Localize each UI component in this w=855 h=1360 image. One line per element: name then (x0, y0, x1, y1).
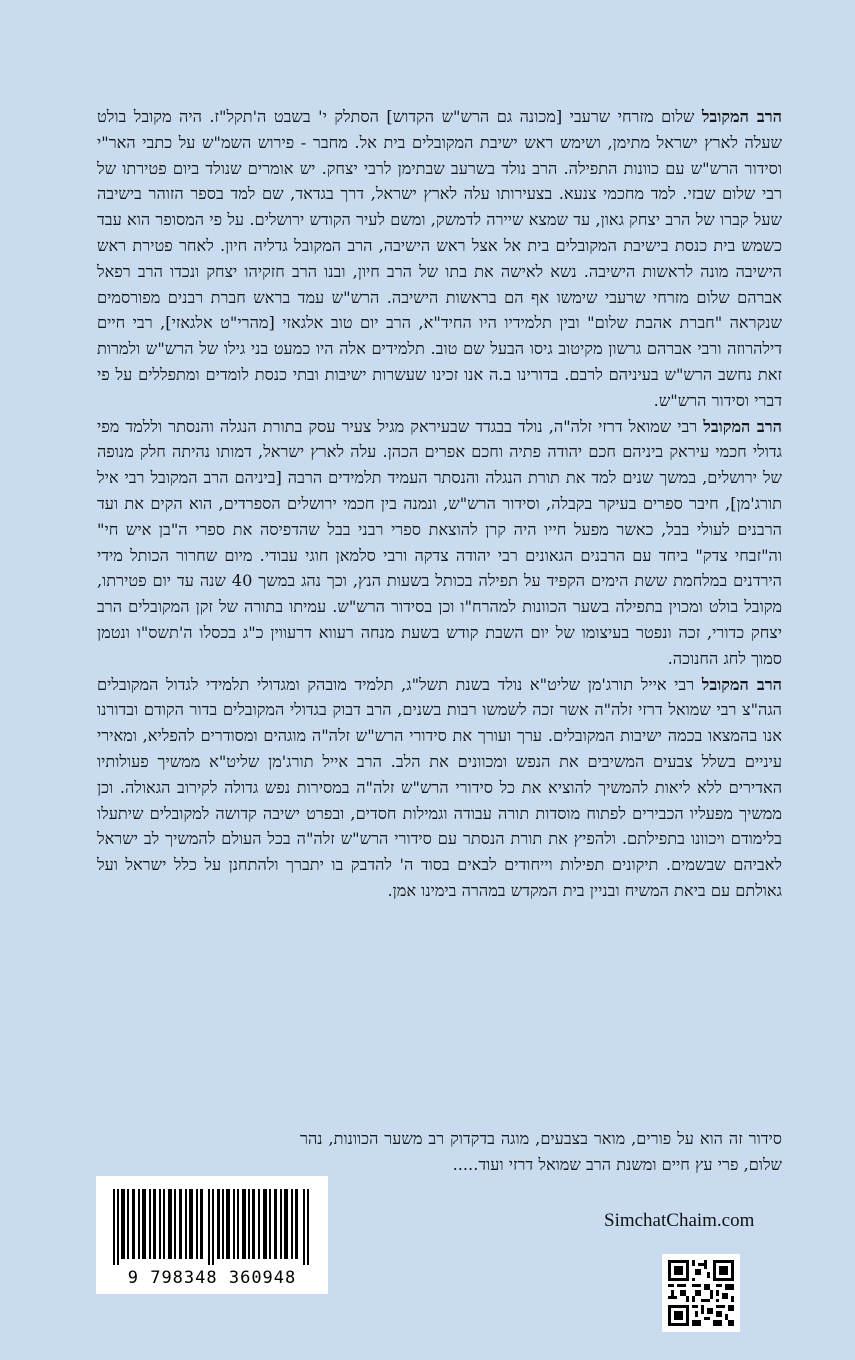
body-text (97, 104, 782, 904)
closing-text: סידור זה הוא על פורים, מואר בצבעים, מוגה בדקדוק רב משער הכוונות, נהר שלום, פרי עץ חיים ומשנת הרב שמואל דרזי ועוד..... (300, 1129, 782, 1174)
qr-code[interactable] (662, 1254, 740, 1332)
barcode-digits: 9 798348 360948 (127, 1268, 297, 1288)
paragraph-text: רבי שמואל דרזי זלה"ה, נולד בבגדד שבעיראק מגיל צעיר עסק בתורת הנגלה והנסתר וללמד מפי גדולי חכמי עיראק ביניהם חכם יהודה פתיה וחכם אפרים הכהן. עלה לארץ ישראל, דמותו נהיתה חלק מנופה של ירושלים, במשך שנים למד את תורת הנגלה והנסתר העמיד תלמידים הרבה [ביניהם הרב המקובל רבי איל תורג'מן], חיבר ספרים בעיקר בקבלה, וסידור הרש"ש, ונמנה בין חכמי ירושלים הספרדים, הוא הקים את ועד הרבנים לעולי בבל, כאשר מפעל חייו היה קרן להוצאת ספרי רבני בבל שהדפיסה את ספרי ה"בן איש חי" וה"זבחי צדק" ביחד עם הרבנים הגאונים רבי יהודה צדקה ורבי סלמאן חוגי עבודי. מיום שחרור הכותל מידי הירדנים במלחמת ששת הימים הקפיד על תפילה בכותל בשעות הנץ, וכך נהג במשך 40 שנה עד יום פטירתו, מקובל בולט ומכוין בתפילה בשער הכוונות למהרח"ו וכן בסידור הרש"ש. עמיתו בתורה של זקן המקובלים הרב יצחק כדורי, זכה ונפטר בעיצומו של יום השבת קודש בשעת מנחה רעווא דרעווין כ"ג בכסלו ה'תשס"ו ונטמן סמוך לחג החנוכה. (97, 416, 782, 668)
paragraph-text: שלום מזרחי שרעבי [מכונה גם הרש"ש הקדוש] הסתלק י' בשבט ה'תקל"ז. היה מקובל בולט שעלה לארץ ישראל מתימן, ושימש ראש ישיבת המקובלים בית אל. מחבר - פירוש השמ"ש על כתבי האר"י וסידור הרש"ש עם כוונות התפילה. הרב נולד בשרעב שבתימן לרבי יצחק. יש אומרים שנולד ביום פטירתו של רבי שלום שבזי. למד מחכמי צנעא. בצעירותו עלה לארץ ישראל, דרך בגדאד, שם למד בספר הזוהר בישיבה שעל קברו של הרב יצחק גאון, עד שמצא שיירה לדמשק, ומשם לעיר הקודש ירושלים. על פי המסופר הוא עבד כשמש בית כנסת בישיבת המקובלים בית אל אצל ראש הישיבה, הרב המקובל גדליה חיון. לאחר פטירת ראש הישיבה מונה לראשות הישיבה. נשא לאישה את בתו של הרב חיון, ובנו הרב חזקיהו יצחק ונכדו הרב רפאל אברהם שלום מזרחי שרעבי שימשו אף הם בראשות הישיבה. הרש"ש עמד בראש חברת רבנים מפורסמים שנקראה "חברת אהבת שלום" ובין תלמידיו היו החיד"א, הרב יום טוב אלגאזי [מהרי"ט אלגאזי], רבי חיים דילהרוזה ורבי אברהם גרשון מקיטוב גיסו הבעל שם טוב. תלמידים אלה היו כמעט בני גילו של הרש"ש ולמרות זאת נחשב הרש"ש בעיניהם לרבם. בדורינו ב.ה אנו זכינו שעשרות ישיבות ובתי כנסת לומדים ומתפללים על פי דברי וסידור הרש"ש. (97, 107, 782, 410)
paragraph-turgeman (97, 672, 782, 904)
paragraph-lead: הרב המקובל (701, 674, 782, 694)
barcode-bars-icon (111, 1189, 313, 1265)
paragraph-lead: הרב המקובל (701, 107, 782, 126)
paragraph-rashash (97, 104, 782, 414)
website-link[interactable]: SimchatChaim.com (604, 1210, 755, 1231)
paragraph-text: רבי אייל תורג'מן שליט"א נולד בשנת תשל"ג, תלמיד מובהק ומגדולי תלמידי לגדול המקובלים הגה"צ רבי שמואל דרזי זלה"ה אשר זכה לשמשו רבות בשנים, הרב דבוק בגדולי המקובלים בדור הקודם ובדורנו אנו בהמצאו בכמה ישיבות המקובלים. ערך ועורך את סידורי הרש"ש זלה"ה מוגהים ומסודרים להפליא, ומאירי עיניים בשלל צבעים המשיבים את הנפש ומכוונים את הלב. הרב אייל תורג'מן שליט"א ממשיך פעולותיו האדירים ללא ליאות להמשיך להוציא את כל סידורי הרש"ש זלה"ה במסירות נפש גדולה לקירוב הגאולה. וכן ממשיך מפעליו הכבירים לפתוח מוסדות תורה עבודה וגמילות חסדים, ובפרט ישיבה קדושה למקובלים שיתעלו בלימודם ויכוונו בתפילתם. ולהפיץ את תורת הנסתר עם סידורי הרש"ש זלה"ה בכל העולם להמשיך לב ישראל לאביהם שבשמים. תיקונים תפילות וייחודים לבאים בסוד ה' להדבק בו יתברך ולהתחנן על כלל ישראל ועל גאולתם עם ביאת המשיח ובניין בית המקדש במהרה בימינו אמן. (97, 674, 782, 900)
barcode (96, 1176, 328, 1294)
paragraph-darzi (97, 414, 782, 672)
paragraph-lead: הרב המקובל (703, 416, 782, 436)
qr-code-icon (668, 1260, 734, 1326)
